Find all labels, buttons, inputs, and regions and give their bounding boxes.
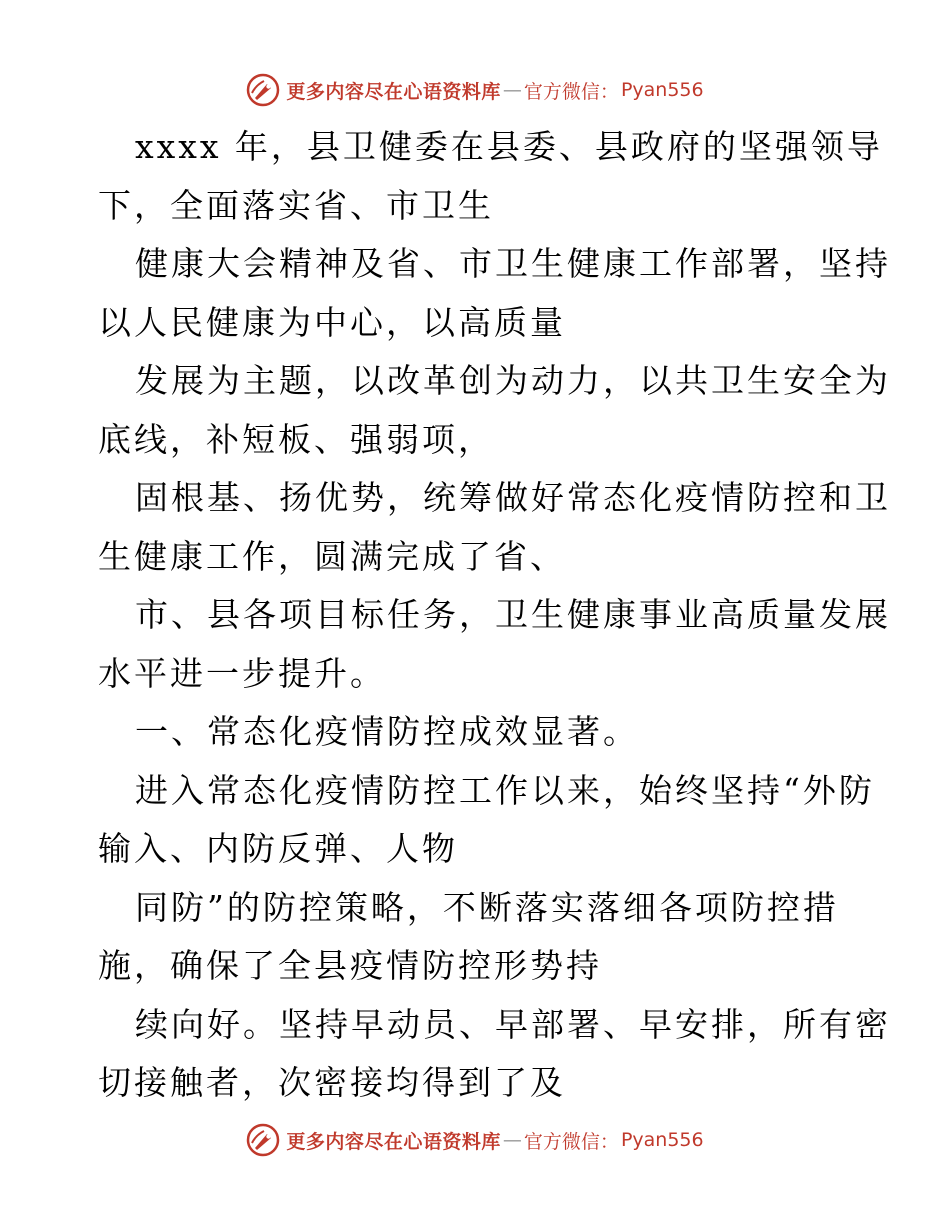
paragraph [98, 352, 891, 469]
text-line: 下，全面落实省、市卫生 [98, 185, 494, 225]
text-line: 生健康工作，圆满完成了省、 [98, 536, 566, 576]
banner-text: 更多内容尽在心语资料库 [286, 1130, 501, 1153]
footer-watermark-banner [0, 1120, 950, 1160]
banner-separator: — [502, 79, 522, 101]
pen-nib-logo-icon [246, 1123, 280, 1157]
banner-wechat-id: Pyan556 [620, 79, 704, 101]
banner-wechat-label: 官方微信 [523, 80, 600, 103]
text-line: 固根基、扬优势，统筹做好常态化疫情防控和卫 [135, 478, 891, 517]
paragraph [98, 762, 875, 879]
document-body [98, 118, 891, 1113]
pen-nib-logo-icon [246, 73, 280, 107]
text-line: 发展为主题，以改革创为动力，以共卫生安全为 [135, 361, 891, 400]
banner-wechat-label: 官方微信 [523, 1130, 600, 1153]
banner-text: 更多内容尽在心语资料库 [286, 80, 501, 103]
banner-wechat-id: Pyan556 [620, 1129, 704, 1151]
paragraph [98, 469, 891, 586]
paragraph [98, 235, 891, 352]
text-line: 以人民健康为中心，以高质量 [98, 302, 566, 342]
text-line: 市、县各项目标任务，卫生健康事业高质量发展 [135, 595, 891, 634]
text-line: 健康大会精神及省、市卫生健康工作部署，坚持 [135, 244, 891, 283]
text-line: 底线，补短板、强弱项， [98, 419, 494, 459]
text-line: 进入常态化疫情防控工作以来，始终坚持“外防 [135, 770, 875, 810]
banner-colon: ： [599, 1130, 619, 1153]
paragraph [98, 586, 891, 703]
paragraph [98, 879, 858, 996]
text-line: 水平进一步提升。 [98, 653, 386, 693]
paragraph [98, 996, 891, 1113]
text-line: 切接触者，次密接均得到了及 [98, 1063, 566, 1102]
text-line: 同防”的防控策略，不断落实落细各项防控措 [135, 887, 839, 927]
text-line: xxxx 年，县卫健委在县委、县政府的坚强领导 [135, 127, 883, 166]
text-line: 一、常态化疫情防控成效显著。 [135, 712, 639, 751]
banner-separator: — [502, 1129, 522, 1151]
text-line: 施，确保了全县疫情防控形势持 [98, 946, 602, 985]
paragraph [98, 703, 858, 762]
text-line: 续向好。坚持早动员、早部署、早安排，所有密 [135, 1004, 891, 1044]
text-line: 输入、内防反弹、人物 [98, 829, 458, 868]
banner-colon: ： [599, 80, 619, 103]
paragraph [98, 118, 883, 235]
header-watermark-banner [0, 70, 950, 110]
